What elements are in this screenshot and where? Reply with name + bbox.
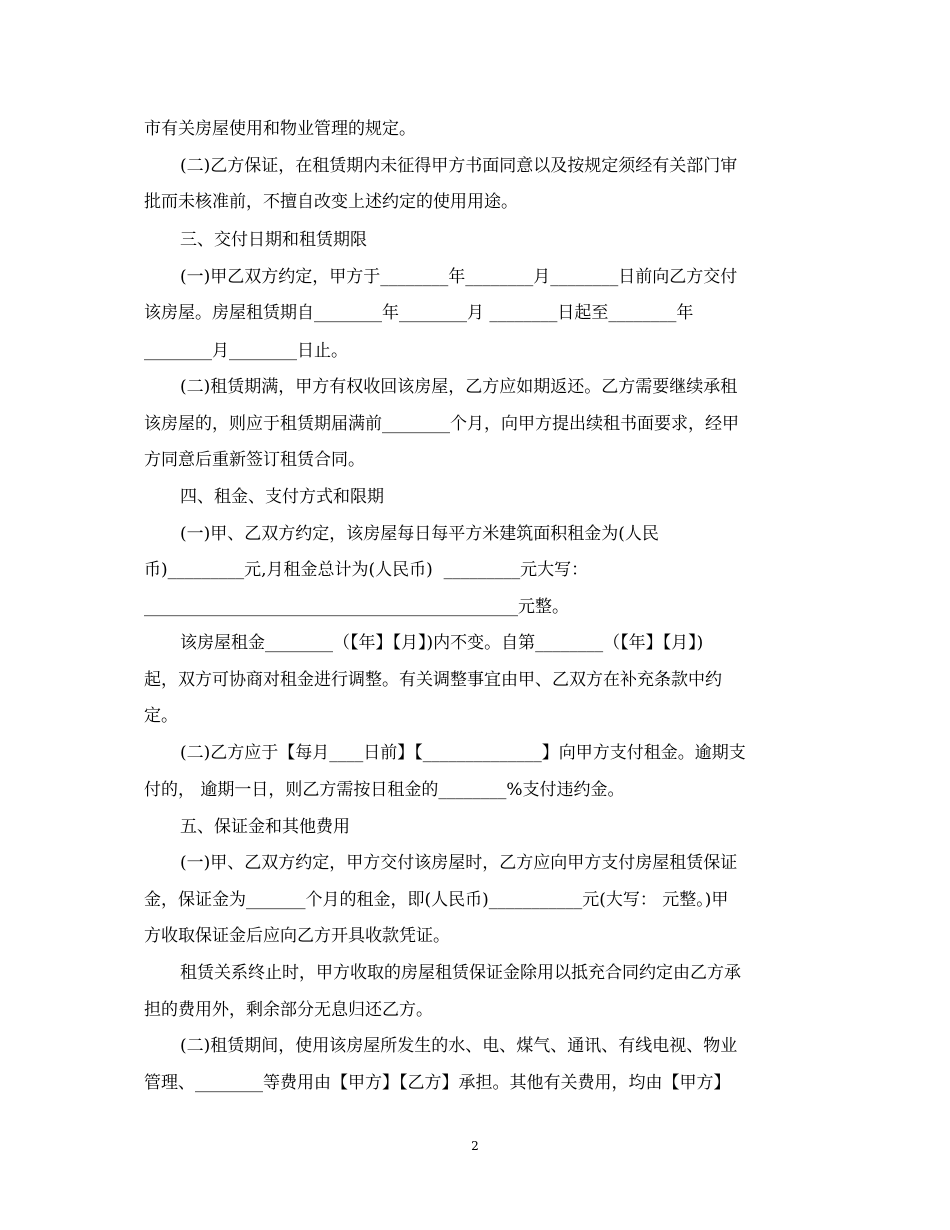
text-line: (二)租赁期满，甲方有权收回该房屋，乙方应如期返还。乙方需要继续承租	[180, 377, 738, 397]
text-line: 定。	[144, 706, 178, 726]
text-line: 担的费用外，剩余部分无息归还乙方。	[144, 1000, 433, 1020]
text-line: 管理、________等费用由【甲方】【乙方】承担。其他有关费用，均由【甲方】	[144, 1073, 731, 1093]
section-heading: 三、交付日期和租赁期限	[180, 230, 367, 250]
text-line: 方收取保证金后应向乙方开具收款凭证。	[144, 926, 450, 946]
text-line: (二)乙方应于【每月____日前】【______________】向甲方支付租金。逾期支	[180, 743, 746, 763]
text-line: 该房屋。房屋租赁期自________年________月 ________日起至________年	[144, 303, 694, 323]
text-line: (一)甲、乙双方约定，该房屋每日每平方米建筑面积租金为(人民	[180, 524, 659, 544]
text-line: ________月________日止。	[144, 341, 348, 361]
text-line: 市有关房屋使用和物业管理的规定。	[144, 119, 416, 139]
text-line: 币)_________元,月租金总计为(人民币) _________元大写：	[144, 560, 589, 580]
text-line: 方同意后重新签订租赁合同。	[144, 450, 365, 470]
text-line: (二)乙方保证，在租赁期内未征得甲方书面同意以及按规定须经有关部门审	[180, 156, 738, 176]
text-line: 该房屋的，则应于租赁期届满前________个月，向甲方提出续租书面要求，经甲	[144, 414, 739, 434]
text-line: ____________________________________________元整。	[144, 597, 569, 617]
text-line: 该房屋租金________（【年】【月】)内不变。自第________（【年】【月】)	[180, 633, 704, 653]
text-line: 起，双方可协商对租金进行调整。有关调整事宜由甲、乙双方在补充条款中约	[144, 670, 722, 690]
text-line: 金，保证金为_______个月的租金，即(人民币)___________元(大写： 元整。)甲	[144, 890, 729, 910]
text-line: 租赁关系终止时，甲方收取的房屋租赁保证金除用以抵充合同约定由乙方承	[180, 963, 741, 983]
text-line: 付的， 逾期一日，则乙方需按日租金的________%支付违约金。	[144, 780, 625, 800]
section-heading: 五、保证金和其他费用	[180, 817, 350, 837]
text-line: 批而未核准前，不擅自改变上述约定的使用用途。	[144, 192, 518, 212]
text-line: (二)租赁期间，使用该房屋所发生的水、电、煤气、通讯、有线电视、物业	[180, 1036, 738, 1056]
text-line: (一)甲、乙双方约定，甲方交付该房屋时，乙方应向甲方支付房屋租赁保证	[180, 853, 738, 873]
text-line: (一)甲乙双方约定，甲方于________年________月________日前向乙方交付	[180, 267, 738, 287]
page-number: 2	[471, 1139, 479, 1153]
section-heading: 四、租金、支付方式和限期	[180, 487, 384, 507]
